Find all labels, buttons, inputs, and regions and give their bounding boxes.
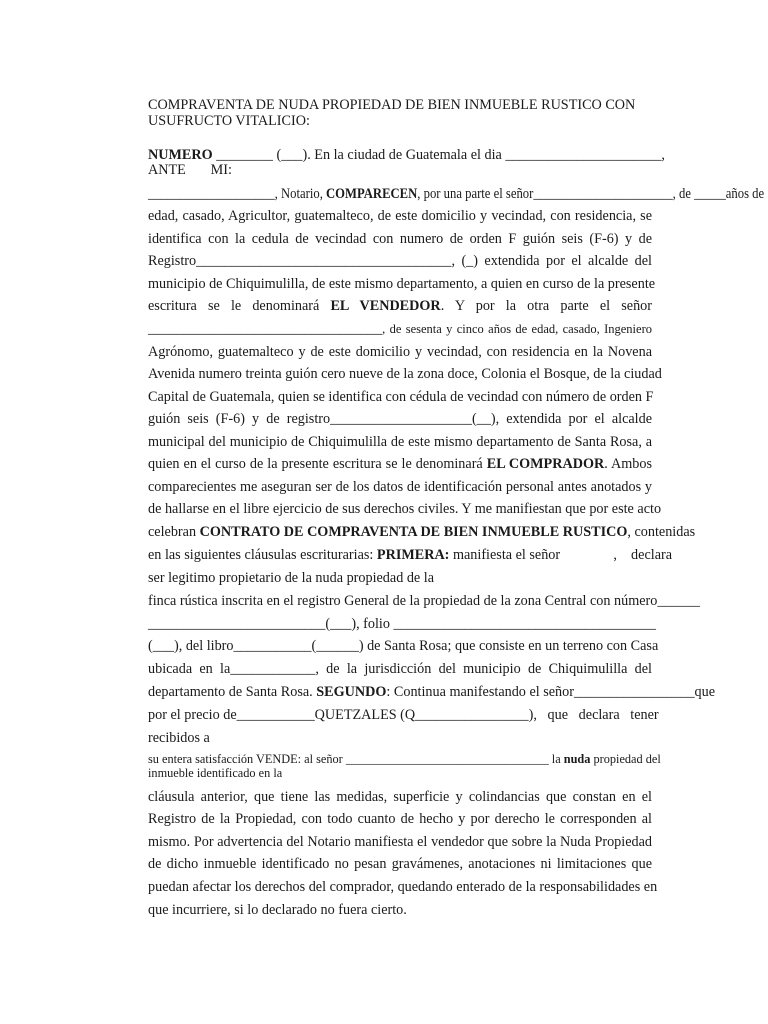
paragraph-line: cláusula anterior, que tiene las medidas, superficie y colindancias que constan en el — [148, 789, 652, 805]
paragraph-line: por el precio de___________QUETZALES (Q________________), que declara tener — [148, 707, 659, 723]
document-title-line-1: COMPRAVENTA DE NUDA PROPIEDAD DE BIEN INMUEBLE RUSTICO CON — [148, 97, 636, 113]
paragraph-line: _________________________________, de sesenta y cinco años de edad, casado, Ingeniero — [148, 321, 652, 337]
paragraph-line: Agrónomo, guatemalteco y de este domicilio y vecindad, con residencia en la Novena — [148, 344, 652, 360]
paragraph-line: de dicho inmueble identificado no pesan gravámenes, anotaciones ni limitaciones que — [148, 856, 652, 872]
paragraph-line: escritura se le denominará EL VENDEDOR. Y por la otra parte el señor — [148, 298, 652, 314]
paragraph-line: en las siguientes cláusulas escriturarias: PRIMERA: manifiesta el señor , declara — [148, 547, 673, 563]
paragraph-line: finca rústica inscrita en el registro General de la propiedad de la zona Central con número______ — [148, 593, 700, 609]
paragraph-line: Capital de Guatemala, quien se identifica con cédula de vecindad con número de orden F — [148, 389, 654, 405]
paragraph-line: Registro de la Propiedad, con todo cuanto de hecho y por derecho le corresponden al — [148, 811, 652, 827]
paragraph-line: recibidos a — [148, 730, 210, 746]
paragraph-line: puedan afectar los derechos del comprador, quedando enterado de la responsabilidades en — [148, 879, 658, 895]
numero-label: NUMERO — [148, 147, 213, 163]
document-title-line-2: USUFRUCTO VITALICIO: — [148, 113, 310, 129]
paragraph-line: comparecientes me aseguran ser de los datos de identificación personal antes anotados y — [148, 479, 652, 495]
paragraph-line: _________________________(___), folio _____________________________________ — [148, 616, 656, 632]
paragraph-line: identifica con la cedula de vecindad con numero de orden F guión seis (F-6) y de — [148, 231, 652, 247]
paragraph-line: ANTE MI: — [148, 162, 232, 178]
paragraph-line: mismo. Por advertencia del Notario manifiesta el vendedor que sobre la Nuda Propiedad — [148, 834, 652, 850]
paragraph-line: quien en el curso de la presente escritura se le denominará EL COMPRADOR. Ambos — [148, 456, 653, 472]
paragraph-line: inmueble identificado en la — [148, 766, 283, 780]
paragraph-line: (___), del libro___________(______) de Santa Rosa; que consiste en un terreno con Casa — [148, 638, 659, 654]
paragraph-line: municipal del municipio de Chiquimulilla de este mismo departamento de Santa Rosa, a — [148, 434, 652, 450]
paragraph-line: departamento de Santa Rosa. SEGUNDO: Continua manifestando el señor_________________que — [148, 684, 716, 700]
paragraph-line: edad, casado, Agricultor, guatemalteco, de este domicilio y vecindad, con residencia, se — [148, 208, 652, 224]
paragraph-line: de hallarse en el libre ejercicio de sus derechos civiles. Y me manifiestan que por este acto — [148, 501, 662, 517]
paragraph-line: NUMERO ________ (___). En la ciudad de Guatemala el dia ______________________, — [148, 147, 665, 163]
paragraph-line: ubicada en la____________, de la jurisdicción del municipio de Chiquimulilla del — [148, 661, 652, 677]
paragraph-line: que incurriere, si lo declarado no fuera cierto. — [148, 902, 407, 918]
paragraph-line: ser legitimo propietario de la nuda propiedad de la — [148, 570, 435, 586]
paragraph-line: celebran CONTRATO DE COMPRAVENTA DE BIEN INMUEBLE RUSTICO, contenidas — [148, 524, 696, 540]
paragraph-line: su entera satisfacción VENDE: al señor _________________________________ la nuda propiedad del — [148, 752, 661, 766]
paragraph-line: Avenida numero treinta guión cero nueve de la zona doce, Colonia el Bosque, de la ciudad — [148, 366, 662, 382]
paragraph-line: Registro____________________________________, (_) extendida por el alcalde del — [148, 253, 652, 269]
paragraph-line: municipio de Chiquimulilla, de este mismo departamento, a quien en curso de la presente — [148, 276, 656, 292]
paragraph-line: guión seis (F-6) y de registro____________________(__), extendida por el alcalde — [148, 411, 652, 427]
paragraph-line: ____________________, Notario, COMPARECEN, por una parte el señor______________________, de _____años de — [148, 186, 765, 202]
